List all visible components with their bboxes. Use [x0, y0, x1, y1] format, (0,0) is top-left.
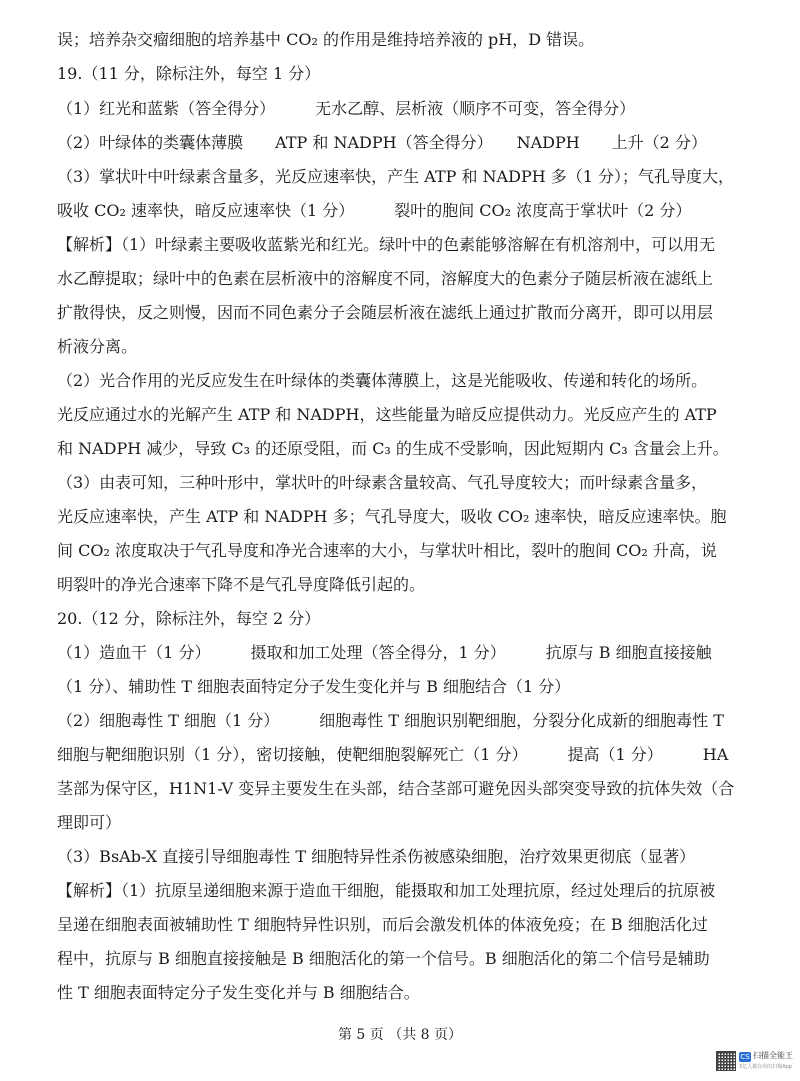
- text-line: 茎部为保守区，H1N1-V 变异主要发生在头部，结合茎部可避免因头部突变导致的抗体失效（合: [57, 779, 735, 798]
- analysis-line: 【解析】（1）叶绿素主要吸收蓝紫光和红光。绿叶中的色素能够溶解在有机溶剂中，可以用无: [57, 235, 716, 254]
- text-line: 水乙醇提取；绿叶中的色素在层析液中的溶解度不同，溶解度大的色素分子随层析液在滤纸上: [57, 269, 714, 288]
- text-line: 析液分离。: [57, 337, 138, 356]
- text-line: 呈递在细胞表面被辅助性 T 细胞特异性识别，而后会激发机体的体液免疫；在 B 细胞活化过: [57, 915, 708, 934]
- text-line: 光反应通过水的光解产生 ATP 和 NADPH，这些能量为暗反应提供动力。光反应产生的 ATP: [57, 405, 717, 424]
- text-line: 间 CO₂ 浓度取决于气孔导度和净光合速率的大小，与掌状叶相比，裂叶的胞间 CO₂ 升高，说: [57, 541, 717, 560]
- text-line: 性 T 细胞表面特定分子发生变化并与 B 细胞结合。: [57, 983, 420, 1002]
- text-line: 扩散得快，反之则慢，因而不同色素分子会随层析液在滤纸上通过扩散而分离开，即可以用层: [57, 303, 714, 322]
- text-line: （3）掌状叶中叶绿素含量多，光反应速率快，产生 ATP 和 NADPH 多（1 分）；气孔导度大，: [57, 167, 735, 186]
- text-line: 程中，抗原与 B 细胞直接接触是 B 细胞活化的第一个信号。B 细胞活化的第二个信号是辅助: [57, 949, 710, 968]
- text-line: 理即可）: [57, 813, 122, 832]
- question-19-header: 19.（11 分，除标注外，每空 1 分）: [57, 64, 321, 83]
- text-line: 光反应速率快，产生 ATP 和 NADPH 多；气孔导度大，吸收 CO₂ 速率快，暗反应速率快。胞: [57, 507, 727, 526]
- watermark-tagline: 3亿人都在用的扫描App: [739, 1064, 792, 1070]
- question-20-header: 20.（12 分，除标注外，每空 2 分）: [57, 609, 321, 628]
- text-line: （1）造血干（1 分） 摄取和加工处理（答全得分，1 分） 抗原与 B 细胞直接接触: [57, 643, 712, 662]
- text-line: 误；培养杂交瘤细胞的培养基中 CO₂ 的作用是维持培养液的 pH，D 错误。: [57, 30, 595, 49]
- text-line: （2）叶绿体的类囊体薄膜 ATP 和 NADPH（答全得分） NADPH 上升（2 分）: [57, 133, 707, 152]
- text-line: （1 分）、辅助性 T 细胞表面特定分子发生变化并与 B 细胞结合（1 分）: [57, 677, 571, 696]
- text-line: 明裂叶的净光合速率下降不是气孔导度降低引起的。: [57, 575, 426, 594]
- text-line: （1）红光和蓝紫（答全得分） 无水乙醇、层析液（顺序不可变，答全得分）: [57, 99, 636, 118]
- text-line: 吸收 CO₂ 速率快，暗反应速率快（1 分） 裂叶的胞间 CO₂ 浓度高于掌状叶（2 分）: [57, 201, 692, 220]
- watermark-app-name: 扫描全能王: [753, 1051, 793, 1060]
- page-footer: 第 5 页 （共 8 页）: [337, 1027, 463, 1043]
- scanner-watermark: [716, 1049, 796, 1075]
- text-line: 和 NADPH 减少，导致 C₃ 的还原受阻，而 C₃ 的生成不受影响，因此短期内 C₃ 含量会上升。: [57, 439, 729, 458]
- text-line: （3）BsAb-X 直接引导细胞毒性 T 细胞特异性杀伤被感染细胞，治疗效果更彻底（显著）: [57, 847, 696, 866]
- text-line: 细胞与靶细胞识别（1 分），密切接触，使靶细胞裂解死亡（1 分） 提高（1 分） HA: [57, 745, 729, 764]
- qr-code-icon: [716, 1051, 736, 1071]
- text-line: （2）光合作用的光反应发生在叶绿体的类囊体薄膜上，这是光能吸收、传递和转化的场所。: [57, 371, 708, 390]
- text-line: （2）细胞毒性 T 细胞（1 分） 细胞毒性 T 细胞识别靶细胞，分裂分化成新的细胞毒性 T: [57, 711, 724, 730]
- camscanner-logo-icon: CS: [740, 1053, 750, 1061]
- analysis-line: 【解析】（1）抗原呈递细胞来源于造血干细胞，能摄取和加工处理抗原，经过处理后的抗原被: [57, 881, 716, 900]
- text-line: （3）由表可知，三种叶形中，掌状叶的叶绿素含量较高、气孔导度较大；而叶绿素含量多，: [57, 473, 708, 492]
